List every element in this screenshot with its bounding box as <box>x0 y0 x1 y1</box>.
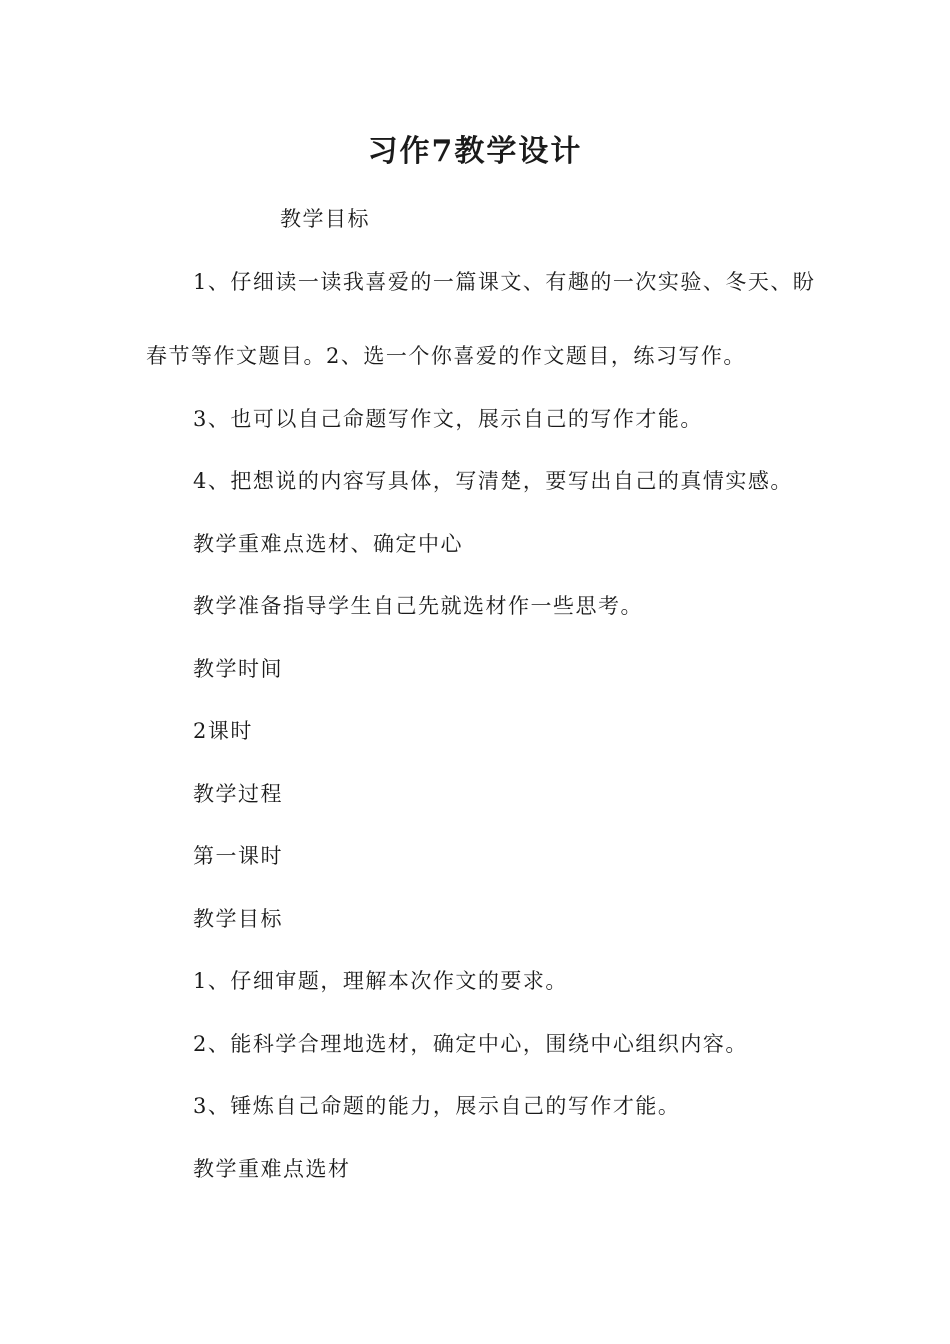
lesson-goal-3: 3、锤炼自己命题的能力，展示自己的写作才能。 <box>193 1094 681 1118</box>
key-difficulty: 教学重难点选材、确定中心 <box>193 532 463 556</box>
class-hours: 2课时 <box>193 719 253 743</box>
heading-first-lesson: 第一课时 <box>193 844 283 868</box>
lesson-goal-2: 2、能科学合理地选材，确定中心，围绕中心组织内容。 <box>193 1032 748 1056</box>
lesson-key-difficulty: 教学重难点选材 <box>193 1157 351 1181</box>
heading-lesson-goals: 教学目标 <box>193 907 283 931</box>
goal-1-line-2: 春节等作文题目。2、选一个你喜爱的作文题目，练习写作。 <box>146 344 746 368</box>
goal-1-line-1: 1、仔细读一读我喜爱的一篇课文、有趣的一次实验、冬天、盼 <box>193 270 816 294</box>
heading-teaching-time: 教学时间 <box>193 657 283 681</box>
teaching-preparation: 教学准备指导学生自己先就选材作一些思考。 <box>193 594 643 618</box>
goal-3: 3、也可以自己命题写作文，展示自己的写作才能。 <box>193 407 703 431</box>
heading-teaching-goals: 教学目标 <box>280 207 370 231</box>
document-title: 习作7教学设计 <box>367 134 583 169</box>
goal-4: 4、把想说的内容写具体，写清楚，要写出自己的真情实感。 <box>193 469 793 493</box>
lesson-goal-1: 1、仔细审题，理解本次作文的要求。 <box>193 969 568 993</box>
heading-teaching-process: 教学过程 <box>193 782 283 806</box>
